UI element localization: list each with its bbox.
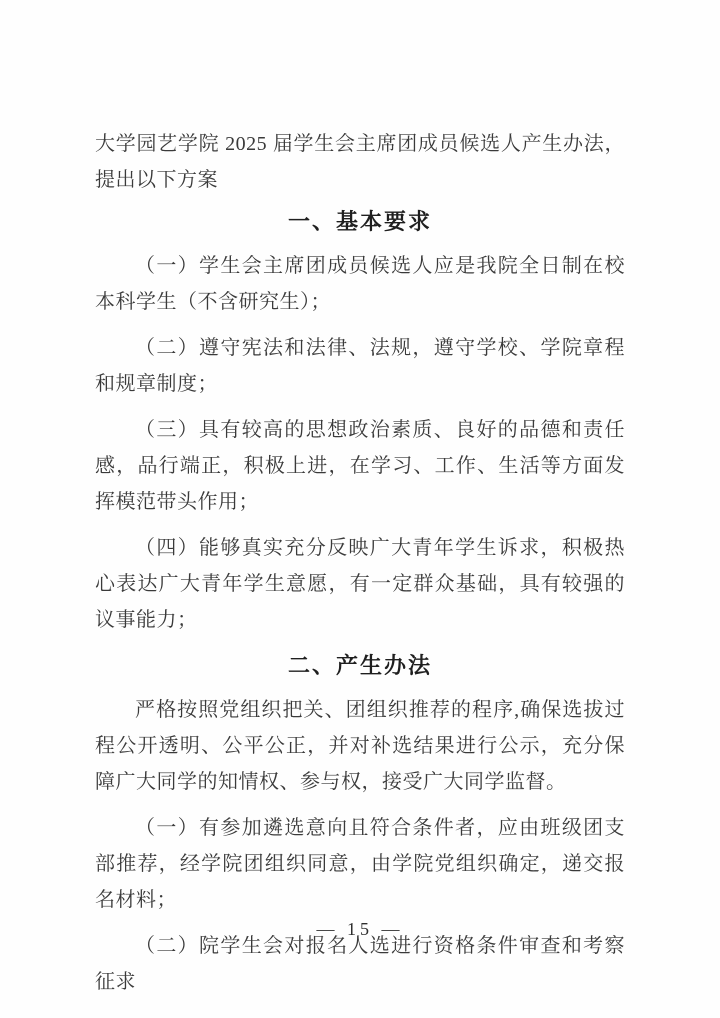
- body-paragraph: （四）能够真实充分反映广大青年学生诉求，积极热心表达广大青年学生意愿，有一定群众基础，具有较强的议事能力；: [95, 537, 625, 631]
- body-paragraph: （二）遵守宪法和法律、法规，遵守学校、学院章程和规章制度；: [95, 337, 625, 395]
- section-heading-selection-method: 二、产生办法: [287, 653, 432, 678]
- section-heading-basic-requirements: 一、基本要求: [287, 209, 432, 234]
- body-paragraph: 严格按照党组织把关、团组织推荐的程序,确保选拔过程公开透明、公平公正，并对补选结果进行公示，充分保障广大同学的知情权、参与权，接受广大同学监督。: [95, 699, 625, 793]
- body-paragraph: （一）有参加遴选意向且符合条件者，应由班级团支部推荐，经学院团组织同意，由学院党组织确定，递交报名材料；: [95, 817, 625, 911]
- body-paragraph: （三）具有较高的思想政治素质、良好的品德和责任感，品行端正，积极上进，在学习、工作、生活等方面发挥模范带头作用；: [95, 419, 625, 513]
- body-paragraph: （二）院学生会对报名人选进行资格条件审查和考察征求: [95, 935, 625, 993]
- intro-paragraph: 大学园艺学院 2025 届学生会主席团成员候选人产生办法，提出以下方案: [95, 133, 625, 191]
- body-paragraph: （一）学生会主席团成员候选人应是我院全日制在校本科学生（不含研究生）；: [95, 255, 625, 313]
- page-number: — 15 —: [316, 919, 404, 939]
